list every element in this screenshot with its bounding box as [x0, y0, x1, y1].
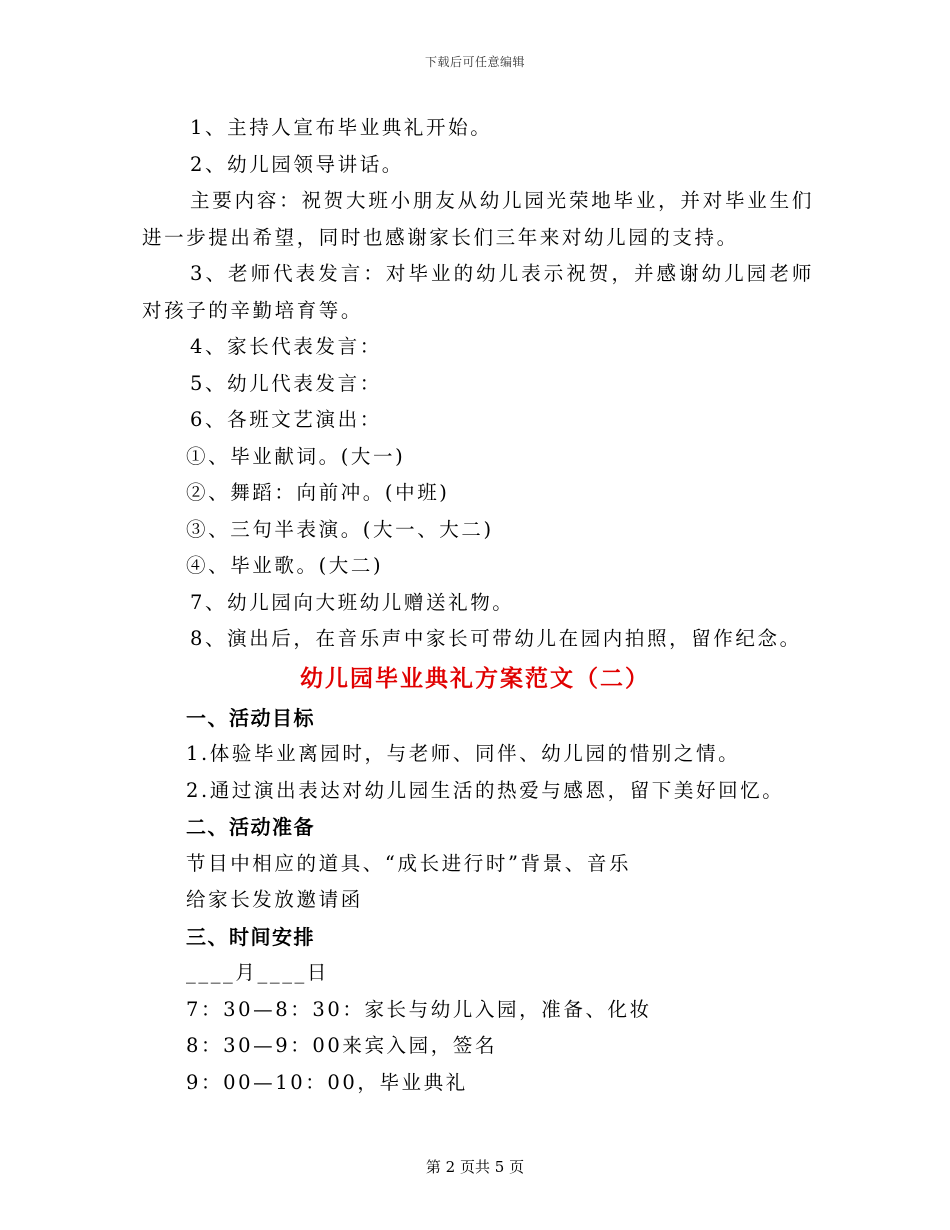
preparation-item-1: 节目中相应的道具、“成长进行时”背景、音乐: [186, 851, 632, 875]
list-item-1: 1、主持人宣布毕业典礼开始。: [190, 116, 493, 139]
list-item-8: 8、演出后，在音乐声中家长可带幼儿在园内拍照，留作纪念。: [190, 627, 802, 650]
goal-item-1: 1.体验毕业离园时，与老师、同伴、幼儿园的惜别之情。: [186, 742, 741, 765]
heading-activity-goals: 一、活动目标: [186, 705, 315, 730]
schedule-item-1: 7：30—8：30：家长与幼儿入园，准备、化妆: [186, 997, 652, 1021]
main-content-paragraph: 主要内容：祝贺大班小朋友从幼儿园光荣地毕业，并对毕业生们进一步提出希望，同时也感谢家长们三年来对幼儿园的支持。: [142, 189, 814, 249]
show-item-2: ②、舞蹈：向前冲。(中班): [186, 481, 450, 504]
schedule-date: ____月____日: [186, 961, 329, 984]
goal-item-2: 2.通过演出表达对幼儿园生活的热爱与感恩，留下美好回忆。: [186, 778, 785, 802]
list-item-7: 7、幼儿园向大班幼儿赠送礼物。: [190, 590, 515, 614]
schedule-item-3: 9：00—10：00，毕业典礼: [186, 1070, 468, 1094]
preparation-item-2: 给家长发放邀请函: [186, 888, 363, 911]
document-body: [142, 110, 814, 1101]
show-item-3: ③、三句半表演。(大一、大二): [186, 517, 494, 541]
heading-time-schedule: 三、时间安排: [186, 924, 315, 949]
heading-activity-preparation: 二、活动准备: [186, 815, 315, 839]
list-item-6: 6、各班文艺演出：: [190, 408, 382, 431]
schedule-item-2: 8：30—9：00来宾入园，签名: [186, 1034, 498, 1057]
list-item-4: 4、家长代表发言：: [190, 335, 382, 358]
list-item-5: 5、幼儿代表发言：: [190, 371, 382, 395]
show-item-4: ④、毕业歌。(大二): [186, 554, 384, 577]
list-item-3: 3、老师代表发言：对毕业的幼儿表示祝贺，并感谢幼儿园老师对孩子的辛勤培育等。: [142, 262, 814, 322]
list-item-2: 2、幼儿园领导讲话。: [190, 152, 404, 176]
page-header: 下载后可任意编辑: [424, 55, 525, 69]
section-title: 幼儿园毕业典礼方案范文（二）: [300, 664, 650, 692]
show-item-1: ①、毕业献词。(大一): [186, 444, 406, 468]
page-footer: 第 2 页共 5 页: [425, 1158, 525, 1176]
